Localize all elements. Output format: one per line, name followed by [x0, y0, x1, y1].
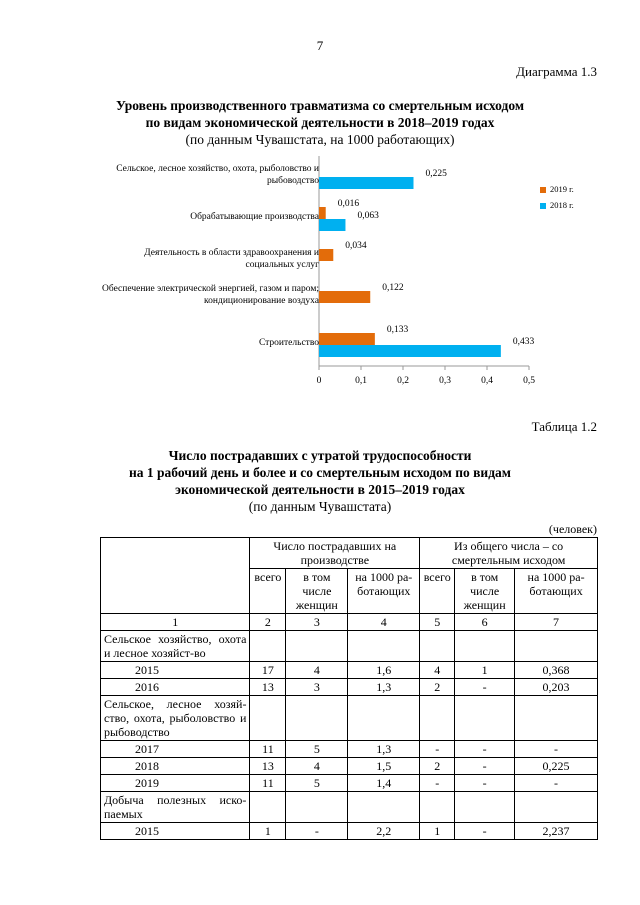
- subheader: всего: [250, 569, 286, 614]
- table-cell: -: [455, 823, 515, 840]
- table-row: [101, 662, 598, 679]
- table-cell: -: [420, 775, 455, 792]
- table-cell: 3: [286, 679, 348, 696]
- table-cell: 1,4: [348, 775, 420, 792]
- table-cell: 1: [250, 823, 286, 840]
- colnum: 1: [101, 614, 250, 631]
- data-label: 0,016: [337, 199, 360, 209]
- table-cell: 2,2: [348, 823, 420, 840]
- table-cell: 2: [420, 758, 455, 775]
- table-title-line3: экономической деятельности в 2015–2019 годах: [175, 482, 465, 497]
- x-tick-label: 0,1: [355, 376, 367, 386]
- table-cell: 1,3: [348, 741, 420, 758]
- table-title-line1: Число пострадавших с утратой трудоспособности: [168, 448, 472, 463]
- colnum: 6: [455, 614, 515, 631]
- diagram-title-line3: (по данным Чувашстата, на 1000 работающих): [185, 132, 455, 147]
- data-label: 0,225: [425, 169, 447, 179]
- category-label: Деятельность в области здравоохранения и социальных услуг: [144, 248, 319, 270]
- table-cell: 1,6: [348, 662, 420, 679]
- table-cell: 4: [286, 758, 348, 775]
- table-title: [0, 447, 640, 515]
- table-cell: -: [455, 741, 515, 758]
- table-title-line2: на 1 рабочий день и более и со смертельным исходом по видам: [129, 465, 511, 480]
- table-cell: 1: [420, 823, 455, 840]
- page-number: 7: [316, 38, 324, 53]
- category-label: Сельское, лесное хозяйство, охота, рыболовство и рыбоводство: [116, 164, 319, 186]
- subheader: всего: [420, 569, 455, 614]
- table-cell: -: [286, 823, 348, 840]
- category-label: Обеспечение электрической энергией, газом и паром; кондиционирование воздуха: [102, 284, 319, 306]
- diagram-label: Диаграмма 1.3: [516, 64, 597, 79]
- x-tick-label: 0,3: [439, 376, 451, 386]
- table-cell: -: [455, 758, 515, 775]
- x-tick-label: 0: [316, 376, 322, 386]
- table-cell: -: [455, 775, 515, 792]
- bar-2019: [319, 333, 375, 345]
- table-cell: 2,237: [515, 823, 598, 840]
- table-row: [101, 741, 598, 758]
- table-cell: -: [515, 775, 598, 792]
- year-cell: 2018: [101, 758, 250, 775]
- table-cell: 4: [286, 662, 348, 679]
- section-row: [101, 792, 598, 823]
- year-cell: 2015: [101, 823, 250, 840]
- table-row: [101, 823, 598, 840]
- legend-item: [540, 184, 574, 194]
- legend-label: 2018 г.: [550, 200, 574, 210]
- table-cell: 5: [286, 775, 348, 792]
- header-group-2: Из общего числа – со смертельным исходом: [420, 538, 598, 569]
- section-row: [101, 696, 598, 741]
- column-number-row: [101, 614, 598, 631]
- legend-swatch: [540, 203, 546, 209]
- table-cell: 1: [455, 662, 515, 679]
- subheader: на 1000 ра-ботающих: [515, 569, 598, 614]
- table-cell: 0,368: [515, 662, 598, 679]
- subheader: в том числе женщин: [286, 569, 348, 614]
- colnum: 7: [515, 614, 598, 631]
- table-cell: 5: [286, 741, 348, 758]
- table-cell: 13: [250, 679, 286, 696]
- bar-chart: [92, 152, 602, 392]
- bar-2019: [319, 291, 370, 303]
- section-label: Добыча полезных иско-паемых: [101, 792, 250, 823]
- table-cell: 0,203: [515, 679, 598, 696]
- category-label: Строительство: [258, 338, 319, 348]
- table-cell: 13: [250, 758, 286, 775]
- section-label: Сельское, лесное хозяй-ство, охота, рыболовство и рыбоводство: [101, 696, 250, 741]
- bar-2018: [319, 219, 345, 231]
- table-cell: -: [455, 679, 515, 696]
- table-cell: 11: [250, 741, 286, 758]
- year-cell: 2017: [101, 741, 250, 758]
- table-cell: 17: [250, 662, 286, 679]
- subheader: в том числе женщин: [455, 569, 515, 614]
- table-cell: 4: [420, 662, 455, 679]
- chart-svg: [92, 152, 602, 392]
- table-row: [101, 775, 598, 792]
- colnum: 4: [348, 614, 420, 631]
- legend-label: 2019 г.: [550, 184, 574, 194]
- diagram-title-line2: по видам экономической деятельности в 2018–2019 годах: [145, 115, 495, 130]
- data-label: 0,433: [512, 337, 535, 347]
- units-note: (человек): [548, 522, 597, 536]
- table-row: [101, 679, 598, 696]
- x-tick-label: 0,4: [481, 376, 493, 386]
- table-cell: 2: [420, 679, 455, 696]
- legend-swatch: [540, 187, 546, 193]
- category-label: Обрабатывающие производства: [190, 212, 319, 222]
- table-header-row-1: [101, 538, 598, 569]
- colnum: 2: [250, 614, 286, 631]
- table-label: Таблица 1.2: [531, 419, 597, 434]
- header-group-1: Число пострадавших на производстве: [250, 538, 420, 569]
- diagram-title: [0, 97, 640, 148]
- data-table: [100, 537, 598, 840]
- year-cell: 2016: [101, 679, 250, 696]
- table-row: [101, 758, 598, 775]
- bar-2019: [319, 249, 333, 261]
- table-title-line4: (по данным Чувашстата): [248, 499, 392, 514]
- bar-2018: [319, 177, 414, 189]
- diagram-title-line1: Уровень производственного травматизма со смертельным исходом: [115, 98, 525, 113]
- data-label: 0,122: [382, 283, 404, 293]
- table-cell: 1,3: [348, 679, 420, 696]
- table-cell: -: [515, 741, 598, 758]
- table-cell: 0,225: [515, 758, 598, 775]
- year-cell: 2015: [101, 662, 250, 679]
- x-tick-label: 0,2: [397, 376, 409, 386]
- data-label: 0,133: [386, 325, 409, 335]
- bar-2019: [319, 207, 326, 219]
- colnum: 3: [286, 614, 348, 631]
- bar-2018: [319, 345, 501, 357]
- section-label: Сельское хозяйство, охота и лесное хозяйст-во: [101, 631, 250, 662]
- section-row: [101, 631, 598, 662]
- legend-item: [540, 200, 574, 210]
- table-cell: -: [420, 741, 455, 758]
- x-tick-label: 0,5: [523, 376, 535, 386]
- table-cell: 11: [250, 775, 286, 792]
- colnum: 5: [420, 614, 455, 631]
- data-label: 0,063: [357, 211, 379, 221]
- header-empty: [101, 538, 250, 614]
- subheader: на 1000 ра-ботающих: [348, 569, 420, 614]
- table-cell: 1,5: [348, 758, 420, 775]
- year-cell: 2019: [101, 775, 250, 792]
- data-label: 0,034: [345, 241, 367, 251]
